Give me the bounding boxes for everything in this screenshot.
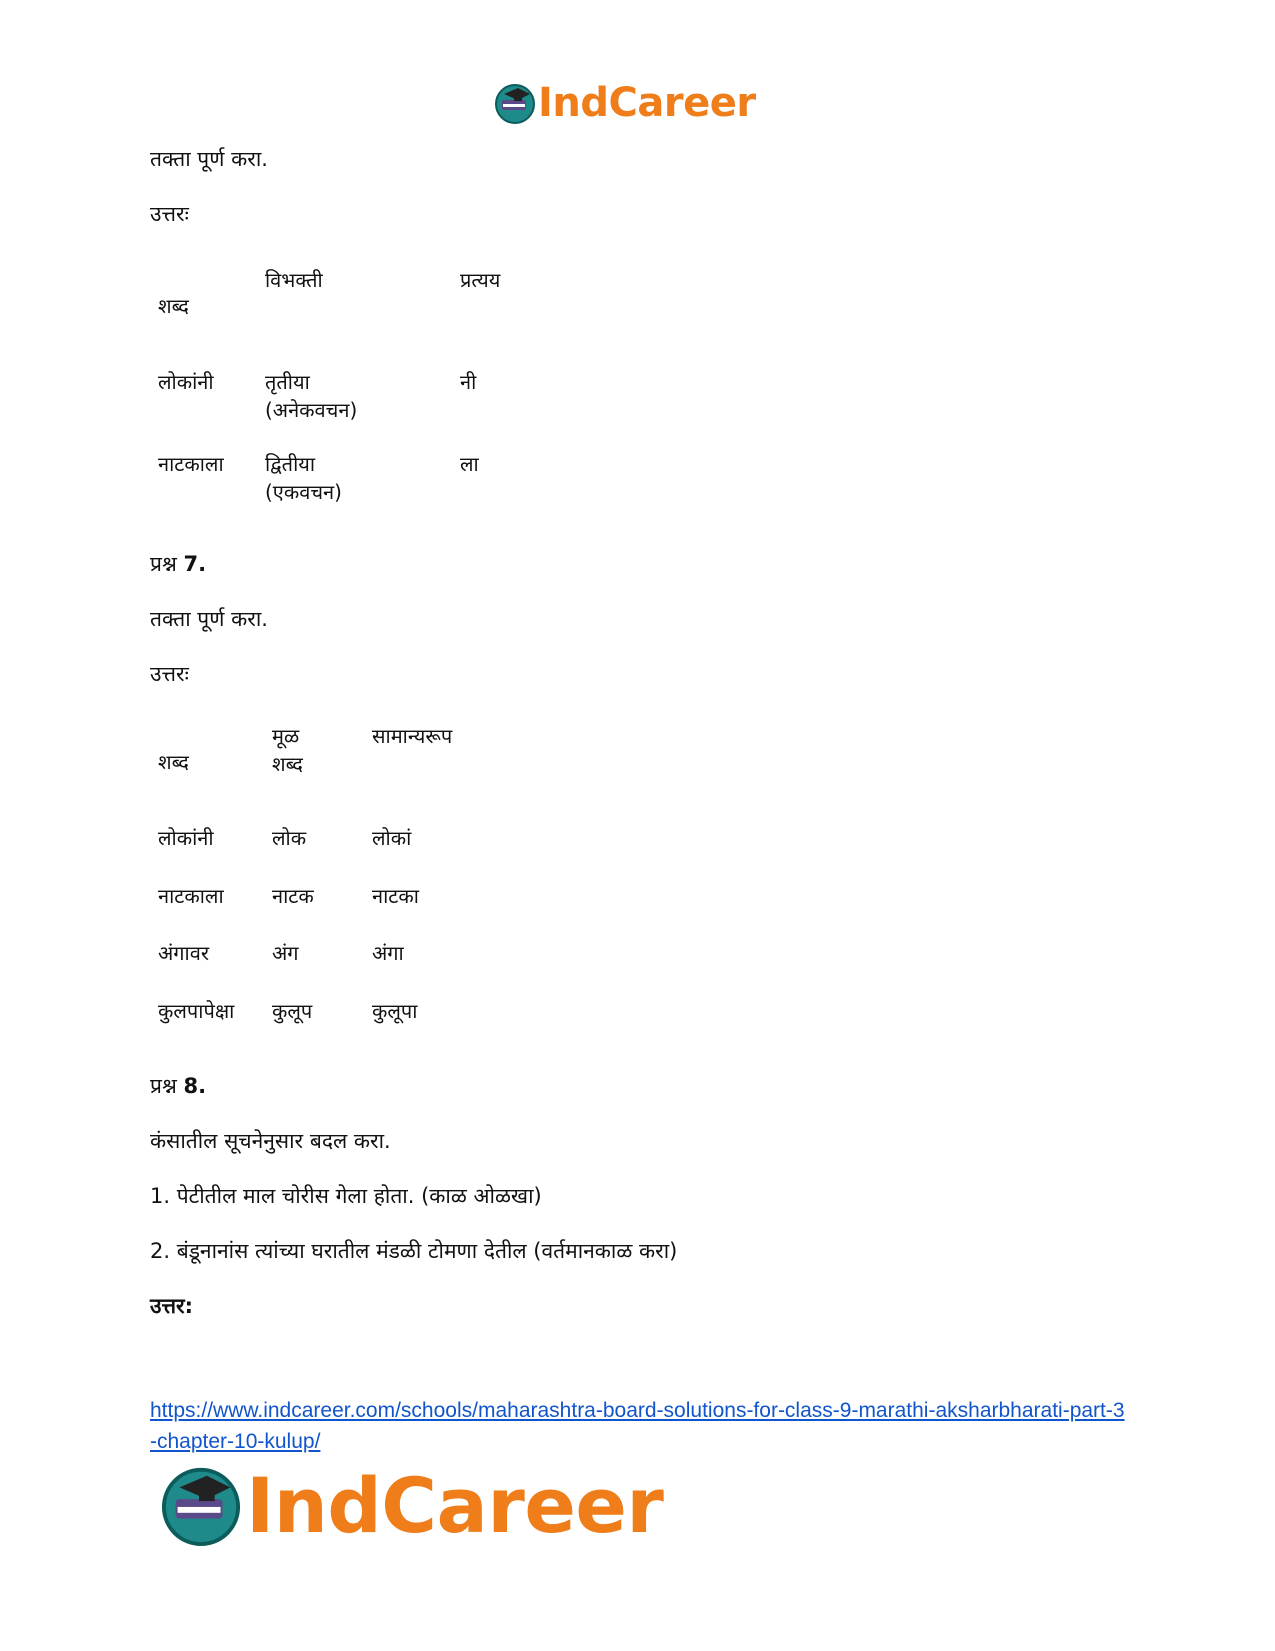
question7-number: 7.	[183, 552, 207, 576]
header-logo-text: IndCareer	[538, 80, 756, 126]
table-cell: कुलूपा	[372, 999, 418, 1023]
table-header-cell: शब्द	[158, 750, 189, 774]
globe-book-icon	[494, 82, 536, 124]
table-header-cell: प्रत्यय	[460, 268, 501, 292]
header-logo	[494, 80, 756, 126]
table-cell: कुलूप	[272, 999, 313, 1023]
section1-answer-label: उत्तरः	[150, 202, 189, 226]
table-header-cell: मूळ शब्द	[272, 724, 303, 776]
vibhakti-table	[150, 266, 550, 516]
table-cell: द्वितीया (एकवचन)	[265, 452, 342, 504]
table-cell: तृतीया (अनेकवचन)	[265, 370, 358, 422]
question8-item: 2. बंडूनानांस त्यांच्या घरातील मंडळी टोमणा देतील (वर्तमानकाळ करा)	[150, 1239, 678, 1263]
table-cell: अंगावर	[158, 941, 210, 965]
question8-prefix: प्रश्न	[150, 1074, 177, 1098]
table-cell: नाटक	[272, 884, 314, 908]
question7-prefix: प्रश्न	[150, 552, 177, 576]
question7-instruction: तक्ता पूर्ण करा.	[150, 607, 268, 631]
question7-answer-label: उत्तरः	[150, 662, 189, 686]
table-cell: नाटकाला	[158, 884, 224, 908]
table-cell: ला	[460, 452, 479, 476]
section1-instruction: तक्ता पूर्ण करा.	[150, 147, 268, 171]
question8-label	[150, 1072, 206, 1100]
table-cell: नाटकाला	[158, 452, 224, 476]
table-cell: लोकां	[372, 826, 412, 850]
question7-label	[150, 550, 206, 578]
question8-item: 1. पेटीतील माल चोरीस गेला होता. (काळ ओळखा)	[150, 1184, 542, 1208]
table-cell: लोकांनी	[158, 370, 214, 394]
question8-number: 8.	[183, 1074, 207, 1098]
footer-logo	[160, 1460, 663, 1550]
samanyarup-table	[150, 722, 550, 1022]
table-cell: लोक	[272, 826, 307, 850]
question8-instruction: कंसातील सूचनेनुसार बदल करा.	[150, 1129, 391, 1153]
table-cell: लोकांनी	[158, 826, 214, 850]
source-url-link[interactable]: https://www.indcareer.com/schools/maharashtra-board-solutions-for-class-9-marathi-aksharbharati-part-3-chapter-10-kulup/	[150, 1399, 1125, 1453]
question8-answer-label: उत्तर:	[150, 1294, 194, 1318]
footer-logo-text: IndCareer	[246, 1460, 664, 1550]
table-cell: नाटका	[372, 884, 419, 908]
table-header-cell: सामान्यरूप	[372, 724, 453, 748]
table-cell: नी	[460, 370, 477, 394]
table-cell: अंग	[272, 941, 299, 965]
table-header-cell: विभक्ती	[265, 268, 323, 292]
globe-book-icon	[160, 1464, 242, 1546]
table-cell: कुलपापेक्षा	[158, 999, 235, 1023]
table-cell: अंगा	[372, 941, 404, 965]
table-header-cell: शब्द	[158, 294, 189, 318]
